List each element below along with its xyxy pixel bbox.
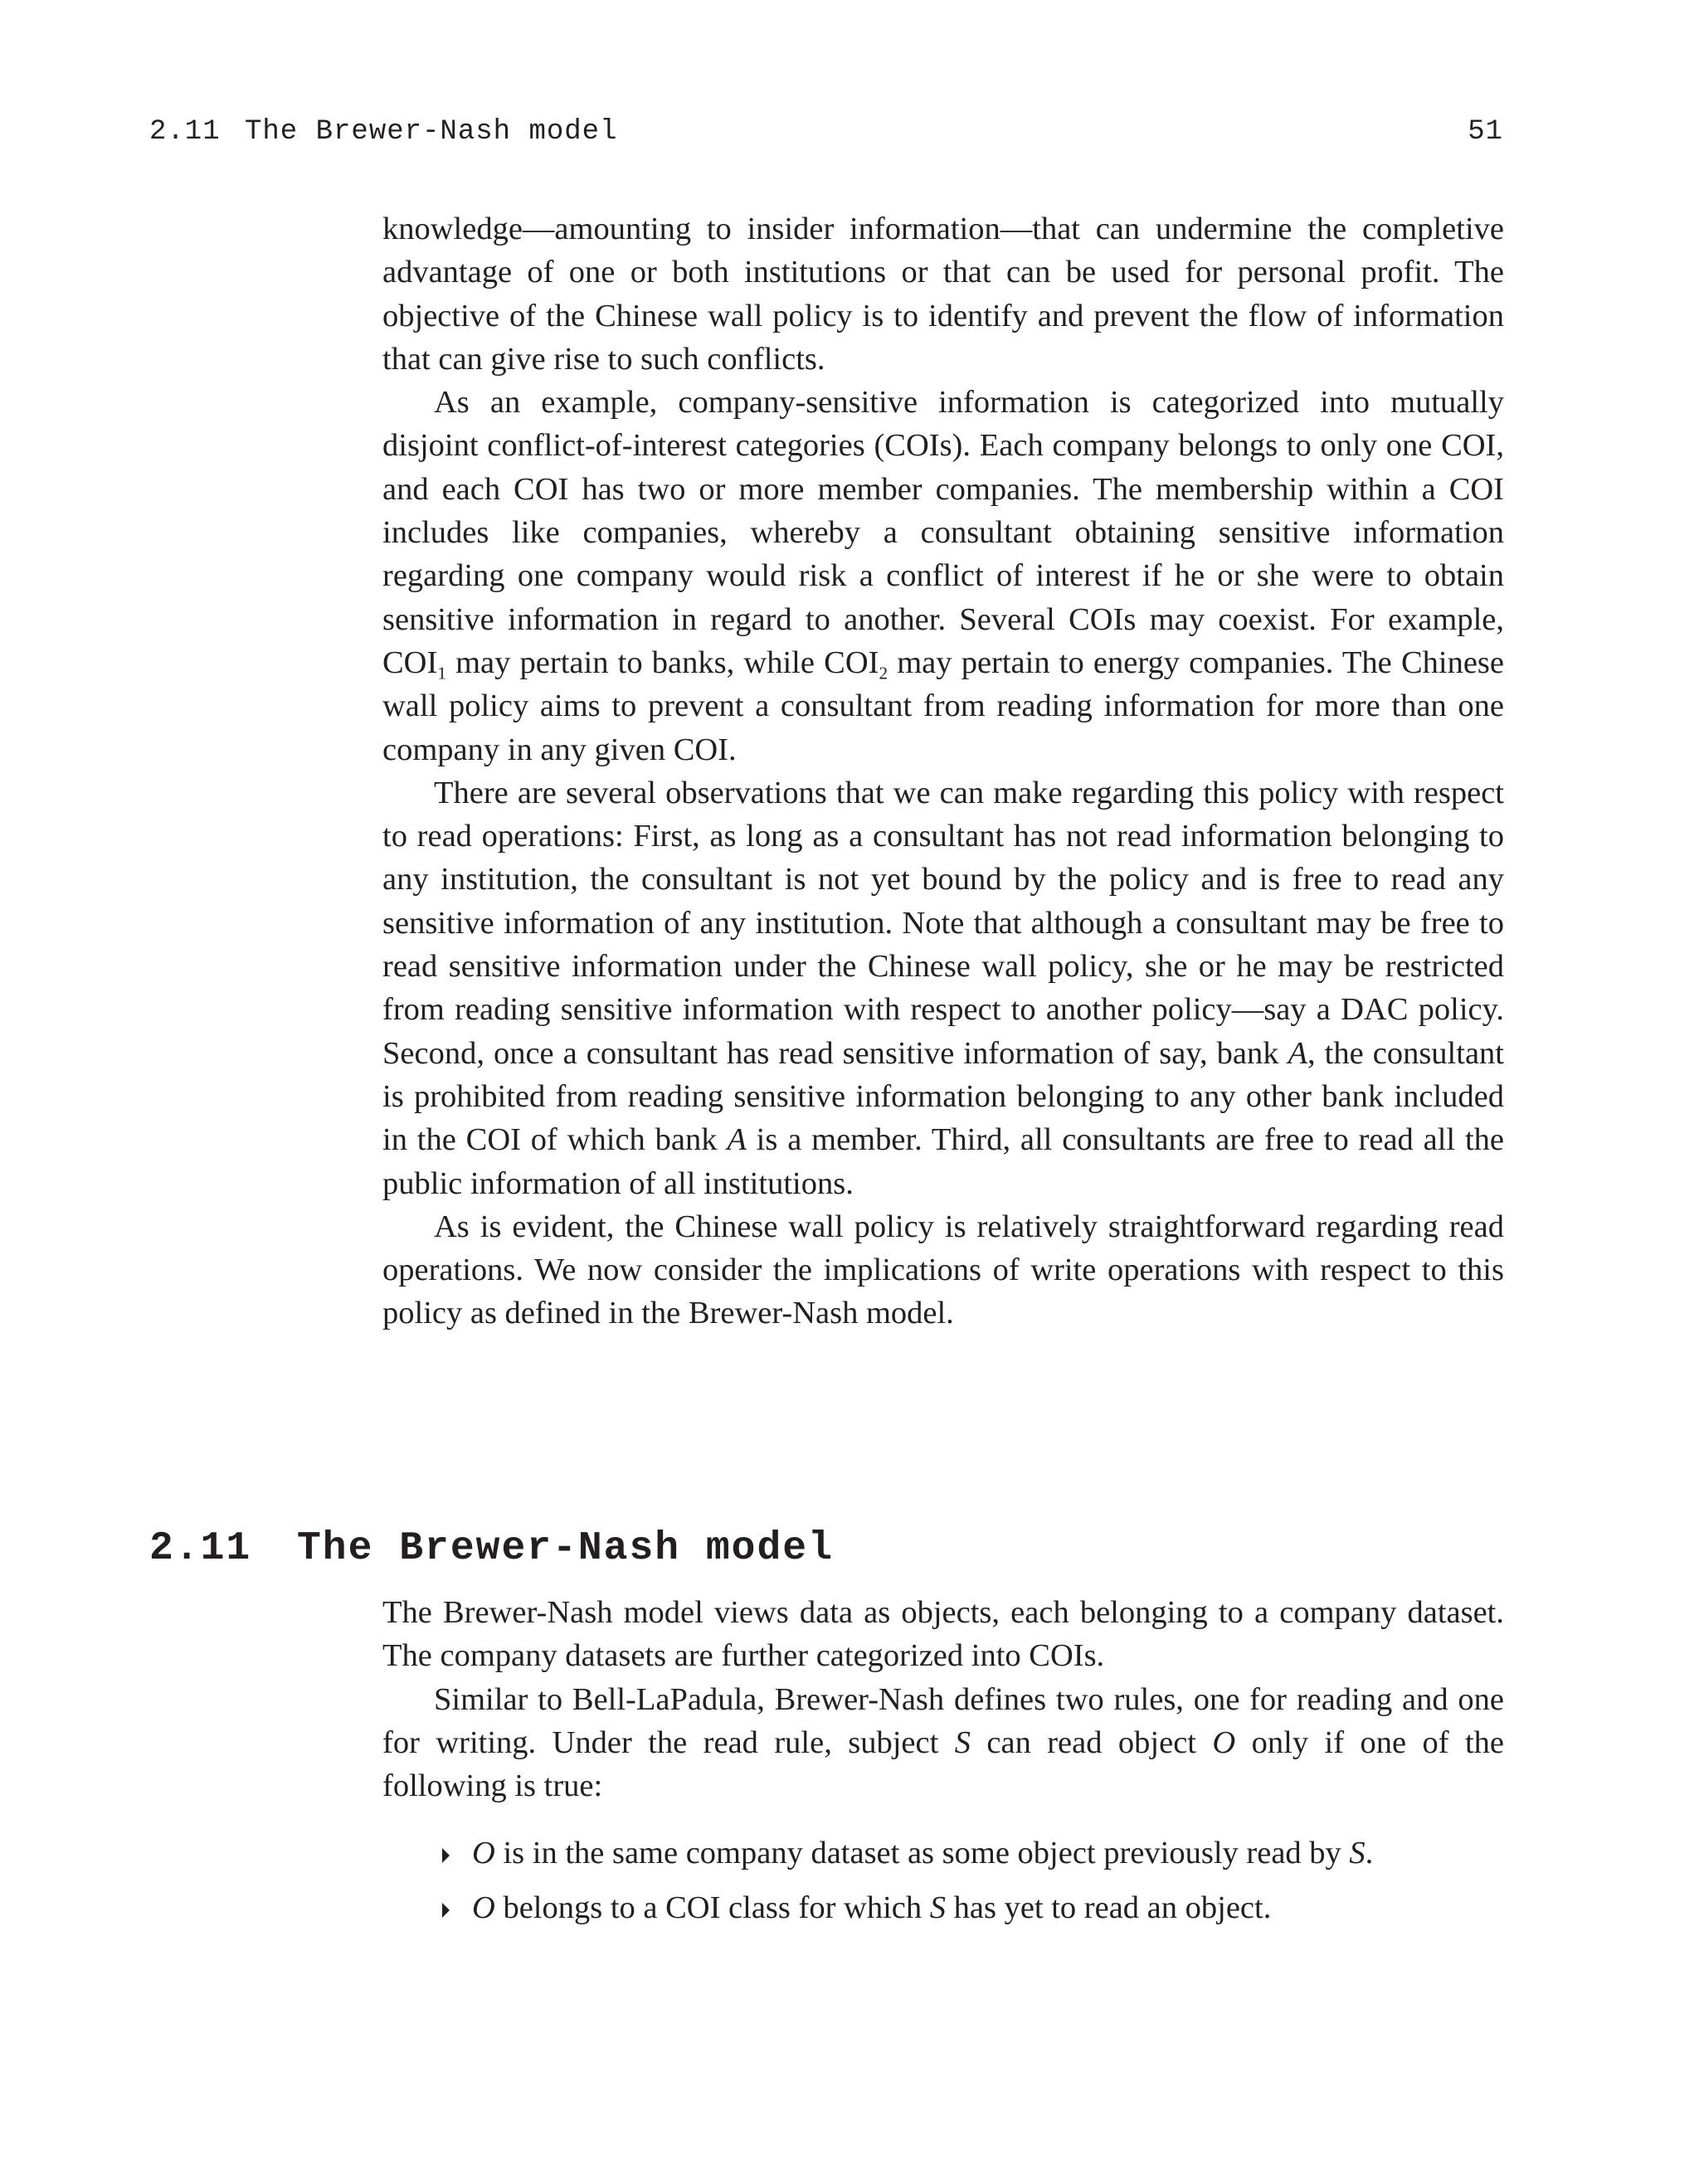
bullet-triangle-icon <box>442 1848 450 1863</box>
paragraph-4: As is evident, the Chinese wall policy is relatively straightforward regarding read operations. We now consider the implications of write operations with respect to this policy as defined in the Brewer-Nash model. <box>382 1209 1504 1331</box>
page-number: 51 <box>1468 116 1503 148</box>
paragraph-6: Similar to Bell-LaPadula, Brewer-Nash defines two rules, one for reading and one for writing. Under the read rule, subject S can read object O only if one of the following is true: <box>382 1681 1504 1804</box>
body-text-block-2 <box>382 1591 1504 1807</box>
paragraph-2: As an example, company-sensitive information is categorized into mutually disjoint conflict-of-interest categories (COIs). Each company belongs to only one COI, and each COI has two or more member companies. The membership within a COI includes like companies, whereby a consultant obtaining sensitive information regarding one company would risk a conflict of interest if he or she were to obtain sensitive information in regard to another. Several COIs may coexist. For example, $COI_1$ may pertain to banks, while $COI_2$ may pertain to energy companies. The Chinese wall policy aims to prevent a consultant from reading information for more than one company in any given COI. <box>382 385 1504 767</box>
list-item: O is in the same company dataset as some object previously read by S. <box>382 1831 1504 1875</box>
running-head-section-title: The Brewer-Nash model <box>245 116 618 148</box>
list-item: O belongs to a COI class for which S has yet to read an object. <box>382 1886 1504 1929</box>
body-text-block-1 <box>382 207 1504 1335</box>
section-title: The Brewer-Nash model <box>297 1526 834 1571</box>
paragraph-3: There are several observations that we can make regarding this policy with respect to read operations: First, as long as a consultant has not read information belonging to any institution, the consultant is not yet bound by the policy and is free to read any sensitive information of any institution. Note that although a consultant may be free to read sensitive information under the Chinese wall policy, she or he may be restricted from reading sensitive information with respect to another policy—say a DAC policy. Second, once a consultant has read sensitive information of say, bank A, the consultant is prohibited from reading sensitive information belonging to any other bank included in the COI of which bank A is a member. Third, all consultants are free to read all the public information of all institutions. <box>382 775 1504 1201</box>
running-head <box>149 116 1503 158</box>
bullet-triangle-icon <box>442 1903 450 1918</box>
paragraph-5: The Brewer-Nash model views data as objects, each belonging to a company dataset. The company datasets are further categorized into COIs. <box>382 1595 1504 1674</box>
read-rule-list <box>382 1831 1504 1942</box>
running-head-section-number: 2.11 <box>149 116 221 148</box>
section-number: 2.11 <box>149 1526 252 1571</box>
paragraph-1: knowledge—amounting to insider information—that can undermine the completive advantage of one or both institutions or that can be used for personal profit. The objective of the Chinese wall policy is to identify and prevent the flow of information that can give rise to such conflicts. <box>382 212 1504 377</box>
